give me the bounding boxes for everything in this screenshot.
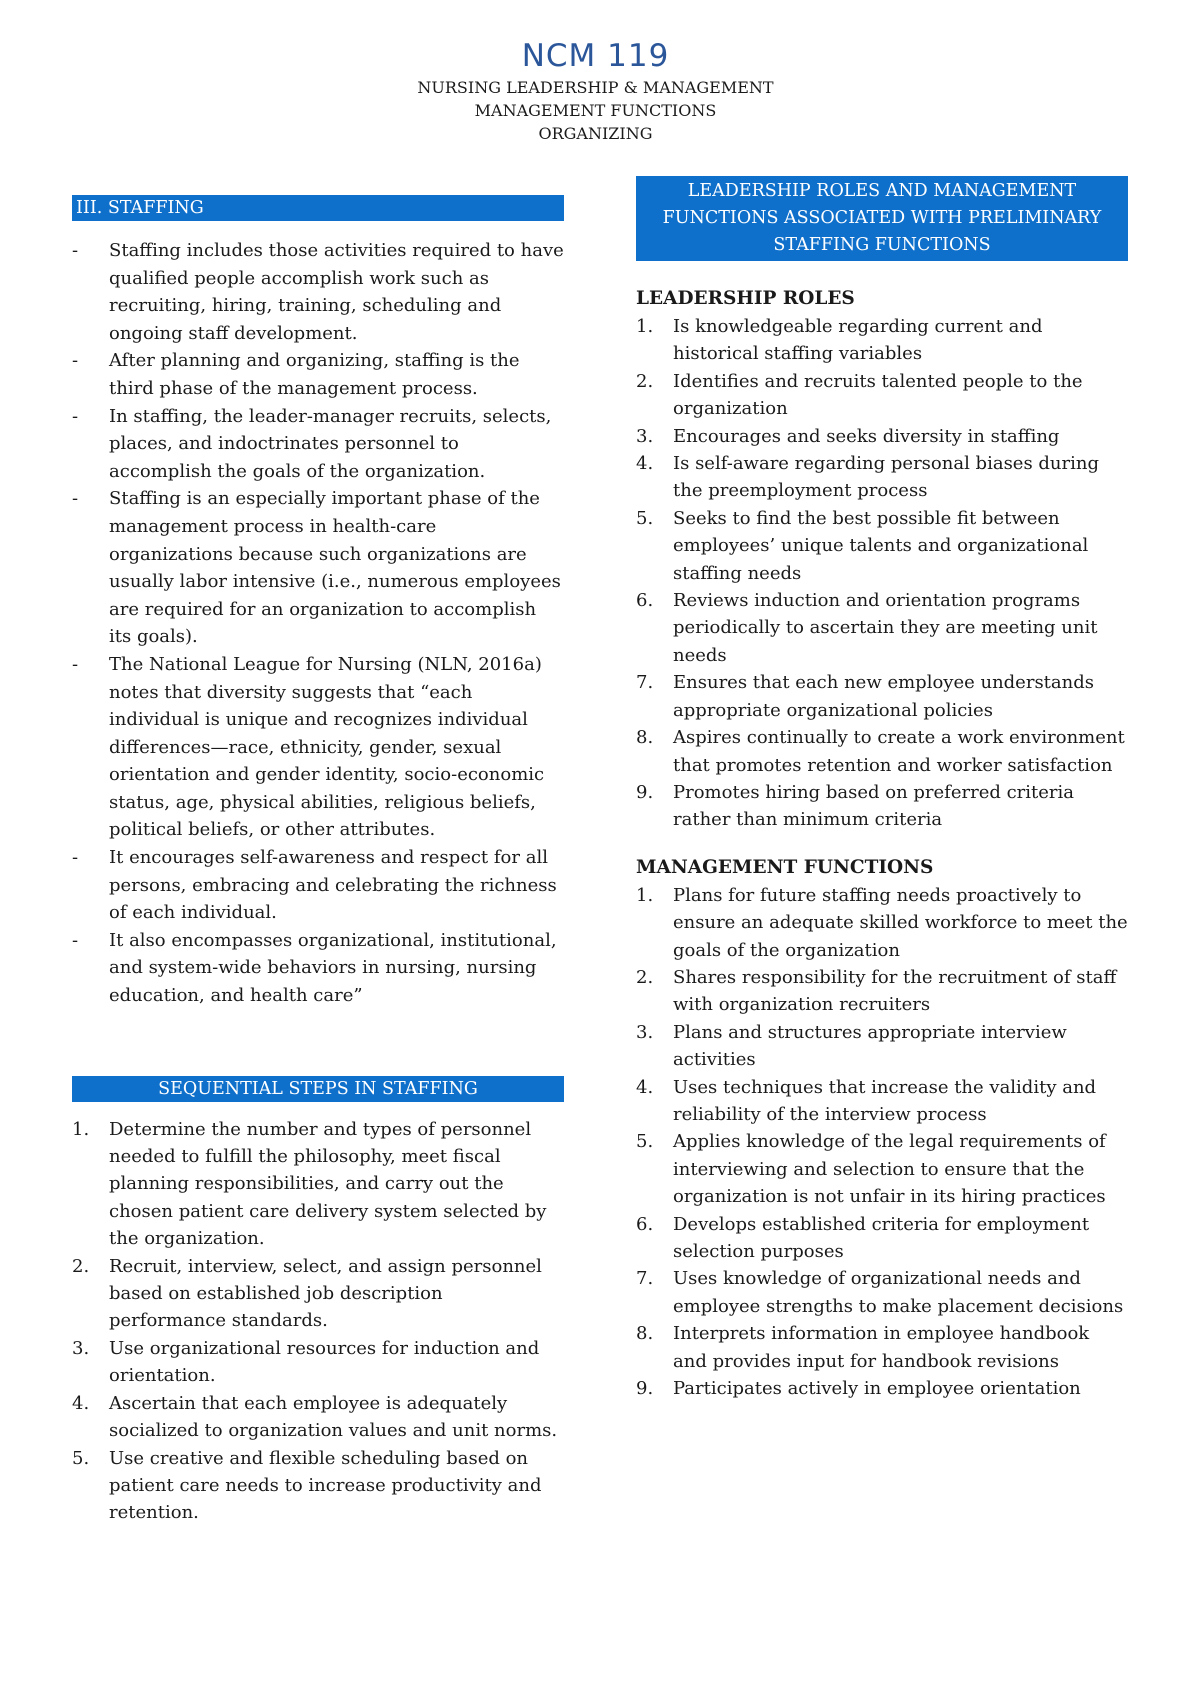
leadership-role-item [636,313,1128,368]
list-marker: 2. [636,966,654,988]
staffing-step [72,1253,564,1335]
course-subtitle: NURSING LEADERSHIP & MANAGEMENT [417,78,774,97]
list-marker: - [72,653,79,675]
list-marker: 6. [636,590,654,612]
list-item-text: Staffing is an especially important phase of the management process in health-care organizations because such organizations are usually labor intensive (i.e., numerous employees are required for an organization to accomplish its goals). [109,488,561,648]
list-item-text: Staffing includes those activities required to have qualified people accomplish work such as recruiting, hiring, training, scheduling and ongoing staff development. [109,240,564,344]
leadership-roles-heading: LEADERSHIP ROLES [636,288,855,309]
list-marker: 3. [72,1337,90,1359]
leadership-role-item [636,669,1128,724]
list-item-text: Reviews induction and orientation programs periodically to ascertain they are meeting unit needs [673,590,1098,666]
list-marker: 1. [636,884,654,906]
list-marker: 1. [636,316,654,337]
list-item-text: Is self-aware regarding personal biases during the preemployment process [673,453,1100,502]
list-marker: 9. [636,1378,654,1400]
list-marker: 7. [636,672,654,694]
right-column [636,176,1128,1402]
list-marker: 5. [636,507,654,529]
list-item-text: Shares responsibility for the recruitment of staff with organization recruiters [673,966,1117,1016]
list-item-text: Recruit, interview, select, and assign personnel based on established job description performance standards. [109,1255,542,1332]
list-marker: - [72,240,79,261]
list-marker: 4. [636,453,654,475]
management-function-item [636,1320,1128,1375]
staffing-bullet [72,844,564,927]
list-item-text: Ascertain that each employee is adequately socialized to organization values and unit norms. [109,1392,558,1442]
list-item-text: Plans and structures appropriate interview activities [673,1021,1067,1071]
list-marker: - [72,929,79,951]
management-function-item [636,1019,1128,1074]
management-function-item [636,1265,1128,1320]
list-item-text: The National League for Nursing (NLN, 2016a) notes that diversity suggests that “each individual is unique and recognizes individual differences—race, ethnicity, gender, sexual orientation and gender identity, socio-economic status, age, physical abilities, religious beliefs, political beliefs, or other attributes. [109,653,545,841]
leadership-role-item [636,450,1128,505]
leadership-role-item [636,505,1128,587]
staffing-bullet [72,485,564,651]
management-function-item [636,1375,1128,1402]
list-item-text: Uses knowledge of organizational needs and employee strengths to make placement decisions [673,1268,1124,1317]
list-item-text: Identifies and recruits talented people to the organization [673,370,1083,420]
page-header [0,36,1191,145]
list-marker: 6. [636,1213,654,1235]
list-item-text: Use organizational resources for induction and orientation. [109,1337,540,1387]
staffing-step [72,1335,564,1390]
management-functions-heading: MANAGEMENT FUNCTIONS [636,856,934,878]
list-item-text: Applies knowledge of the legal requirements of interviewing and selection to ensure that the organization is not unfair in its hiring practices [673,1131,1106,1208]
leadership-roles-list [636,313,1128,834]
management-function-item [636,964,1128,1019]
list-item-text: Aspires continually to create a work environment that promotes retention and worker satisfaction [673,727,1125,776]
list-item-text: Promotes hiring based on preferred criteria rather than minimum criteria [673,781,1075,831]
staffing-bullet-list [72,237,564,1010]
list-marker: 2. [636,370,654,392]
list-item-text: Encourages and seeks diversity in staffing [673,425,1060,447]
staffing-step [72,1390,564,1445]
staffing-step [72,1445,564,1527]
list-item-text: Plans for future staffing needs proactively to ensure an adequate skilled workforce to meet the goals of the organization [673,884,1128,961]
list-marker: 4. [636,1076,654,1098]
section-subtitle: MANAGEMENT FUNCTIONS [474,101,717,120]
staffing-bullet [72,347,564,402]
leadership-role-item [636,587,1128,669]
list-marker: 4. [72,1392,90,1414]
staffing-banner: III. STAFFING [72,195,564,221]
list-marker: 5. [636,1131,654,1153]
leadership-role-item [636,368,1128,423]
list-item-text: Use creative and flexible scheduling based on patient care needs to increase productivity and retention. [109,1447,542,1524]
list-item-text: Develops established criteria for employment selection purposes [673,1213,1090,1262]
list-marker: - [72,488,79,510]
topic-subtitle: ORGANIZING [538,124,653,143]
staffing-step [72,1116,564,1253]
management-function-item [636,1074,1128,1129]
list-item-text: It also encompasses organizational, institutional, and system-wide behaviors in nursing, nursing education, and health care” [109,929,557,1007]
list-marker: 1. [72,1118,90,1140]
list-marker: 9. [636,781,654,803]
leadership-role-item [636,779,1128,834]
list-item-text: Uses techniques that increase the validity and reliability of the interview process [673,1076,1097,1125]
list-marker: - [72,405,79,427]
list-marker: 3. [636,425,654,447]
list-marker: 5. [72,1447,90,1469]
staffing-bullet [72,651,564,844]
course-title: NCM 119 [521,38,670,74]
roles-banner: LEADERSHIP ROLES AND MANAGEMENT FUNCTIONS ASSOCIATED WITH PRELIMINARY STAFFING FUNCTIONS [636,176,1128,261]
list-marker: 8. [636,1323,654,1345]
steps-list [72,1116,564,1527]
steps-banner: SEQUENTIAL STEPS IN STAFFING [72,1076,564,1102]
management-function-item [636,1211,1128,1266]
list-marker: 7. [636,1268,654,1290]
list-item-text: Ensures that each new employee understands appropriate organizational policies [673,672,1094,721]
list-item-text: Is knowledgeable regarding current and historical staffing variables [673,316,1043,365]
list-item-text: Determine the number and types of personnel needed to fulfill the philosophy, meet fiscal planning responsibilities, and carry out the chosen patient care delivery system selected by the organization. [109,1118,547,1250]
list-marker: 2. [72,1255,90,1277]
management-function-item [636,1128,1128,1210]
management-functions-list [636,882,1128,1403]
staffing-bullet [72,403,564,486]
list-item-text: After planning and organizing, staffing is the third phase of the management process. [109,350,520,399]
left-column [72,195,564,1527]
list-marker: - [72,847,79,869]
list-marker: 8. [636,727,654,749]
leadership-role-item [636,724,1128,779]
staffing-bullet [72,927,564,1010]
list-marker: - [72,350,79,372]
management-function-item [636,882,1128,964]
leadership-role-item [636,423,1128,450]
list-item-text: In staffing, the leader-manager recruits, selects, places, and indoctrinates personnel to accomplish the goals of the organization. [109,405,552,482]
list-item-text: Participates actively in employee orientation [673,1378,1081,1400]
list-item-text: Interprets information in employee handbook and provides input for handbook revisions [673,1323,1090,1372]
list-item-text: It encourages self-awareness and respect for all persons, embracing and celebrating the richness of each individual. [109,847,557,924]
staffing-bullet [72,237,564,347]
list-marker: 3. [636,1021,654,1043]
list-item-text: Seeks to find the best possible fit between employees’ unique talents and organizational staffing needs [673,507,1089,584]
